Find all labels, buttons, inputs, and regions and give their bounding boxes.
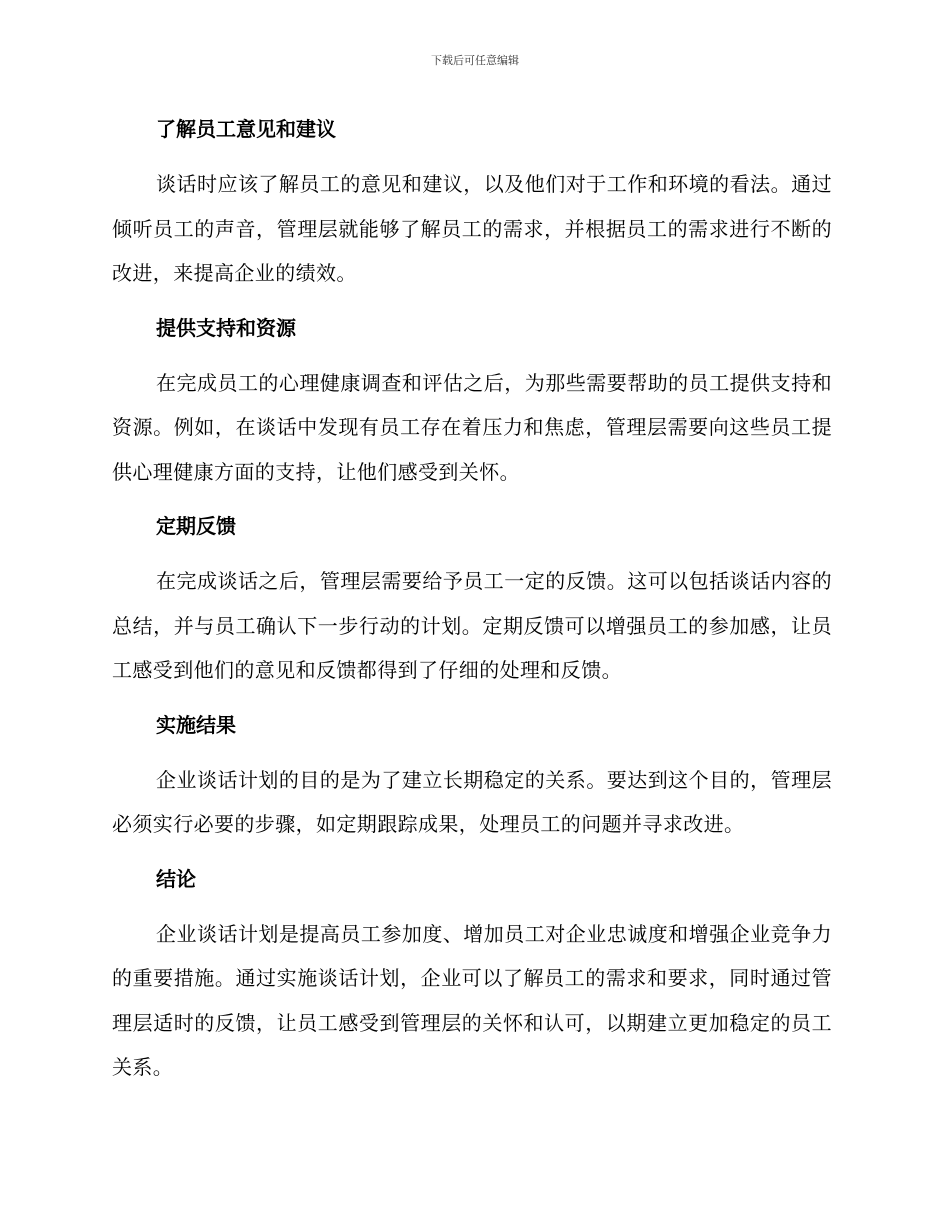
section-heading: 了解员工意见和建议 <box>156 117 336 141</box>
section-heading: 定期反馈 <box>156 514 236 538</box>
section-regular-feedback <box>112 510 832 693</box>
section-conclusion <box>112 863 832 1090</box>
section-paragraph: 在完成员工的心理健康调查和评估之后，为那些需要帮助的员工提供支持和资源。例如，在谈话中发现有员工存在着压力和焦虑，管理层需要向这些员工提供心理健康方面的支持，让他们感受到关怀。 <box>112 370 832 484</box>
section-paragraph: 谈话时应该了解员工的意见和建议，以及他们对于工作和环境的看法。通过倾听员工的声音，管理层就能够了解员工的需求，并根据员工的需求进行不断的改进，来提高企业的绩效。 <box>112 172 832 285</box>
section-support-resources <box>112 312 832 495</box>
section-heading: 实施结果 <box>156 712 236 737</box>
section-paragraph: 企业谈话计划是提高员工参加度、增加员工对企业忠诚度和增强企业竞争力的重要措施。通过实施谈话计划，企业可以了解员工的需求和要求，同时通过管理层适时的反馈，让员工感受到管理层的关怀和认可，以期建立更加稳定的员工关系。 <box>112 921 832 1079</box>
section-paragraph: 企业谈话计划的目的是为了建立长期稳定的关系。要达到这个目的，管理层必须实行必要的步骤，如定期跟踪成果，处理员工的问题并寻求改进。 <box>112 767 832 836</box>
section-understand-opinions <box>112 113 832 296</box>
section-paragraph: 在完成谈话之后，管理层需要给予员工一定的反馈。这可以包括谈话内容的总结，并与员工确认下一步行动的计划。定期反馈可以增强员工的参加感，让员工感受到他们的意见和反馈都得到了仔细的处理和反馈。 <box>112 569 832 682</box>
document-body <box>112 113 832 1090</box>
section-heading: 结论 <box>156 866 196 891</box>
page-header: 下载后可任意编辑 <box>431 54 519 67</box>
section-heading: 提供支持和资源 <box>156 315 296 340</box>
section-implementation-results <box>112 709 832 847</box>
